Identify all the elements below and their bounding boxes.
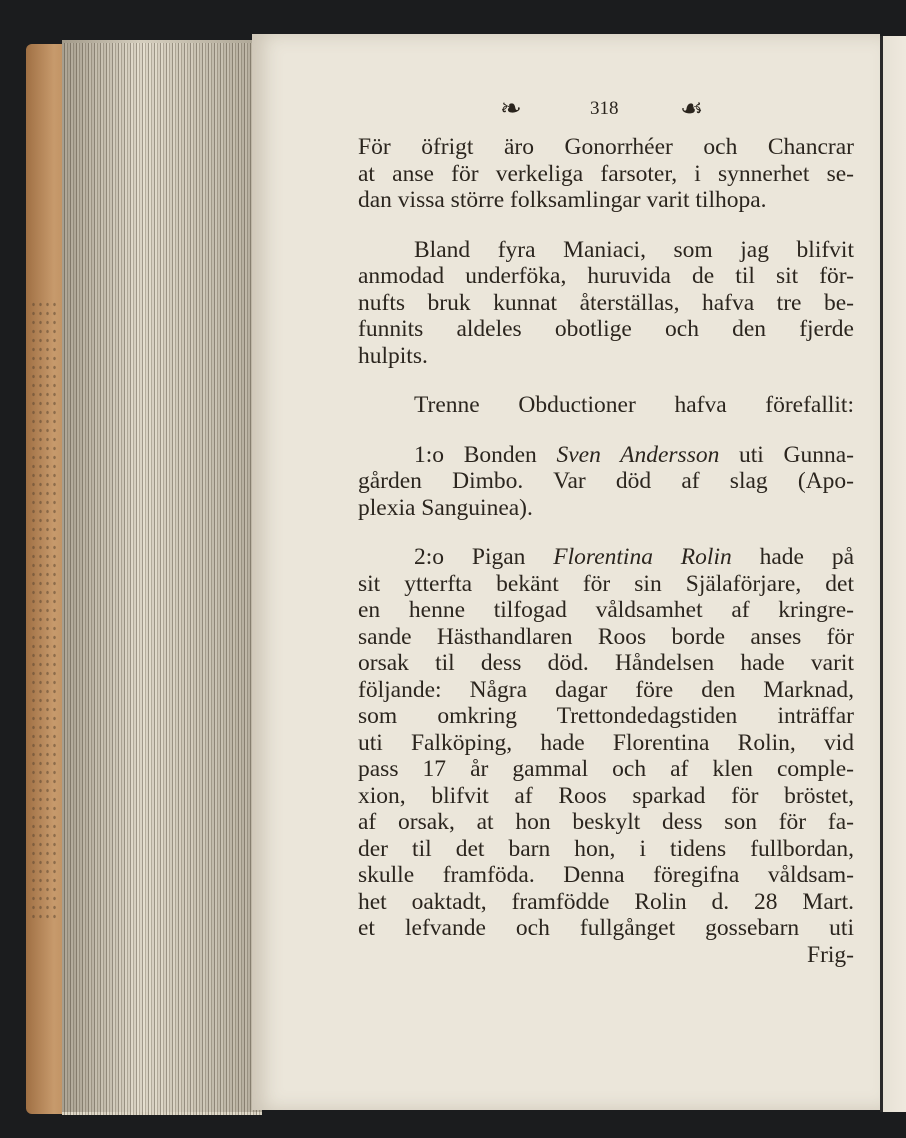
- text-line: funnits aldeles obotlige och den fjerde: [358, 316, 854, 342]
- text-line: uti Falköping, hade Florentina Rolin, vid: [358, 729, 854, 756]
- text-line: het oaktadt, framfödde Rolin d. 28 Mart.: [358, 888, 854, 915]
- page-stack-shade: [62, 40, 262, 1112]
- text-line: et lefvande och fullgånget gossebarn uti: [358, 915, 854, 941]
- text-line: skulle framföda. Denna föregifna våldsam-: [358, 862, 854, 888]
- case-2-name: Florentina Rolin: [553, 544, 732, 570]
- text-line: nufts bruk kunnat återställas, hafva tre be-: [358, 289, 854, 316]
- text-line: der til det barn hon, i tidens fullbordan,: [358, 835, 854, 862]
- paragraph-maniaci: [358, 237, 854, 370]
- page-number: 318: [590, 98, 619, 119]
- text-line: at anse för verkeliga farsoter, i synnerhet se-: [358, 160, 854, 187]
- catchword: Frig-: [807, 941, 854, 968]
- paragraph-gonorrhea: [358, 134, 854, 214]
- text-line: som omkring Trettondedagstiden inträffar: [358, 703, 854, 729]
- ornament-left-icon: ❧: [500, 94, 522, 124]
- text-line: sit ytterfta bekänt för sin Själaförjare, det: [358, 570, 854, 597]
- cover-speckle-texture: [30, 300, 60, 920]
- ornament-right-icon: ☙: [680, 94, 704, 124]
- case-1-name: Sven Andersson: [556, 441, 720, 468]
- case-2-prefix: 2:o Pigan: [414, 544, 554, 570]
- text-line: Trenne Obductioner hafva förefallit:: [414, 392, 854, 418]
- text-line: anmodad underföka, huruvida de til sit för-: [358, 263, 854, 289]
- text-line: För öfrigt äro Gonorrhéer och Chancrar: [358, 134, 854, 160]
- paragraph-case-2: [358, 544, 854, 942]
- text-line: gården Dimbo. Var död af slag (Apo-: [358, 468, 854, 494]
- text-line: plexia Sanguinea).: [358, 494, 533, 521]
- text-line: hulpits.: [358, 342, 428, 369]
- text-line: dan vissa större folksamlingar varit tilhopa.: [358, 187, 767, 213]
- text-line: xion, blifvit af Roos sparkad för bröstet,: [358, 782, 854, 809]
- text-line: [358, 442, 854, 469]
- adjacent-page-edge: [880, 36, 906, 1112]
- text-line: orsak til dess död. Håndelsen hade varit: [358, 650, 854, 676]
- case-1-suffix: uti Gunna-: [719, 441, 854, 468]
- case-2-suffix: hade på: [731, 544, 855, 570]
- paragraph-obductioner: [358, 392, 854, 419]
- text-line: en henne tilfogad våldsamhet af kringre-: [358, 597, 854, 623]
- paragraph-case-1: [358, 442, 854, 522]
- page-header: [252, 90, 880, 130]
- text-line: af orsak, at hon beskylt dess son för fa-: [358, 809, 854, 835]
- text-line: följande: Några dagar före den Marknad,: [358, 676, 854, 703]
- case-1-prefix: 1:o Bonden: [414, 441, 557, 468]
- text-line: Bland fyra Maniaci, som jag blifvit: [414, 236, 854, 263]
- text-line: [358, 544, 854, 571]
- page-body-text: [358, 134, 854, 968]
- text-line: sande Hästhandlaren Roos borde anses för: [358, 623, 854, 650]
- text-line: pass 17 år gammal och af klen comple-: [358, 756, 854, 782]
